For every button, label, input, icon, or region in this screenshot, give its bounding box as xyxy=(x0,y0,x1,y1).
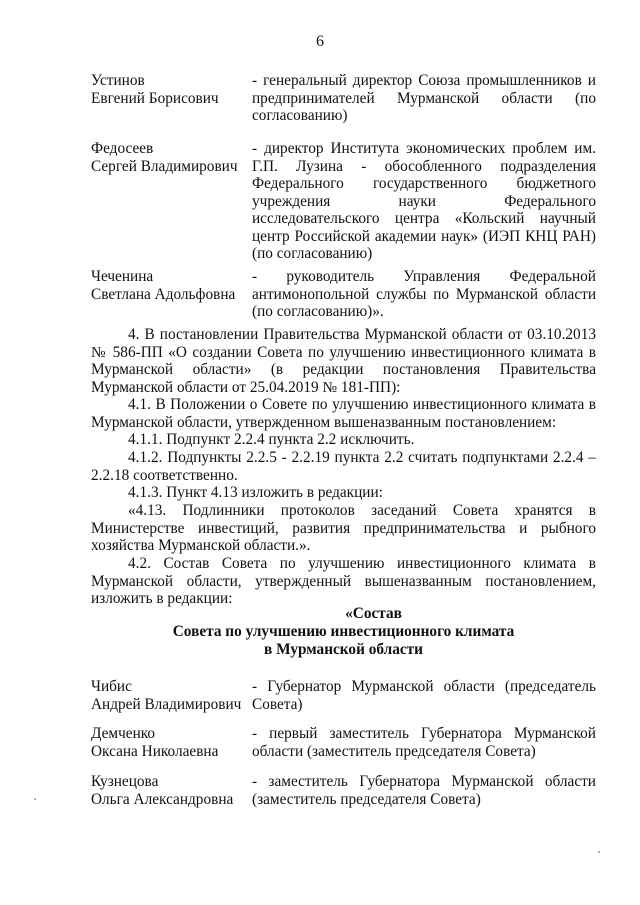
text-line: 4.2. Состав Совета по улучшению инвестиционного климата в xyxy=(128,555,596,572)
member-role: - Губернатор Мурманской области (председатель Совета) xyxy=(252,678,596,713)
text-line: Мурманской области» (в редакции постановления Правительства xyxy=(91,361,596,378)
text-line: Мурманской области, утвержденный вышеназванным постановлением, xyxy=(91,572,596,590)
member-name xyxy=(91,725,251,760)
text-line: хозяйства Мурманской области.». xyxy=(91,537,311,554)
paragraph-4-1-3 xyxy=(91,484,596,502)
text-line: 4. В постановлении Правительства Мурманской области от 03.10.2013 xyxy=(128,326,596,343)
text-line: 4.1.3. Пункт 4.13 изложить в редакции: xyxy=(128,484,383,501)
paragraph-4-2 xyxy=(91,555,596,608)
text-line: № 586-ПП «О создании Совета по улучшению инвестиционного климата в xyxy=(91,343,596,361)
text-line: 4.1.2. Подпункты 2.2.5 - 2.2.19 пункта 2.2 считать подпунктами 2.2.4 – xyxy=(128,449,596,466)
text-line: Мурманской области, утвержденном вышеназванным постановлением: xyxy=(91,413,557,431)
member-surname: Демченко xyxy=(91,725,156,742)
member-surname: Кузнецова xyxy=(91,773,159,790)
heading-line: «Состав xyxy=(345,605,402,622)
member-role: - первый заместитель Губернатора Мурманской области (заместитель председателя Совета) xyxy=(252,725,596,760)
paragraph-4-1 xyxy=(91,396,596,431)
member-role: - генеральный директор Союза промышленников и предпринимателей Мурманской области (по согласованию) xyxy=(252,72,596,124)
paragraph-4-1-1 xyxy=(91,431,596,449)
member-role: - директор Института экономических проблем им. Г.П. Лузина - обособленного подразделения Федерального государственного бюджетного учреждения науки Федерального исследовательского центра «Кольский научный центр Российской академии наук» (ИЭП КНЦ РАН) (по согласованию) xyxy=(252,140,596,262)
member-given-name: Светлана Адольфовна xyxy=(91,285,236,303)
heading-line: в Мурманской области xyxy=(264,641,423,658)
text-line: «4.13. Подлинники протоколов заседаний Совета хранятся в xyxy=(128,502,596,519)
quote-4-13 xyxy=(91,502,596,555)
member-surname: Устинов xyxy=(91,72,145,89)
member-name xyxy=(91,268,251,303)
member-name xyxy=(91,773,251,808)
heading-line: Совета по улучшению инвестиционного климата xyxy=(172,623,515,640)
text-line: Мурманской области от 25.04.2019 № 181-ПП): xyxy=(91,378,401,396)
text-line: 4.1.1. Подпункт 2.2.4 пункта 2.2 исключить. xyxy=(128,431,415,448)
member-surname: Чеченина xyxy=(91,268,154,285)
member-name xyxy=(91,72,251,107)
member-surname: Чибис xyxy=(91,678,132,695)
member-given-name: Андрей Владимирович xyxy=(91,695,242,713)
text-line: Министерстве инвестиций, развития предпринимательства и рыбного xyxy=(91,519,596,537)
composition-heading xyxy=(91,605,596,659)
text-line: изложить в редакции: xyxy=(91,590,233,607)
member-given-name: Сергей Владимирович xyxy=(91,157,238,175)
member-role: - заместитель Губернатора Мурманской области (заместитель председателя Совета) xyxy=(252,773,596,808)
member-given-name: Евгений Борисович xyxy=(91,89,219,107)
paragraph-4-1-2 xyxy=(91,449,596,484)
member-role: - руководитель Управления Федеральной антимонопольной службы по Мурманской области (по согласованию)». xyxy=(252,268,596,320)
scan-speck xyxy=(34,798,36,800)
member-name xyxy=(91,140,251,175)
member-given-name: Оксана Николаевна xyxy=(91,742,219,760)
scan-speck xyxy=(598,851,600,853)
text-line: 2.2.18 соответственно. xyxy=(91,466,238,484)
paragraph-4 xyxy=(91,326,596,396)
page-number: 6 xyxy=(316,33,324,50)
text-line: 4.1. В Положении о Совете по улучшению инвестиционного климата в xyxy=(128,396,596,413)
member-surname: Федосеев xyxy=(91,140,154,157)
member-given-name: Ольга Александровна xyxy=(91,790,234,808)
member-name xyxy=(91,678,251,713)
